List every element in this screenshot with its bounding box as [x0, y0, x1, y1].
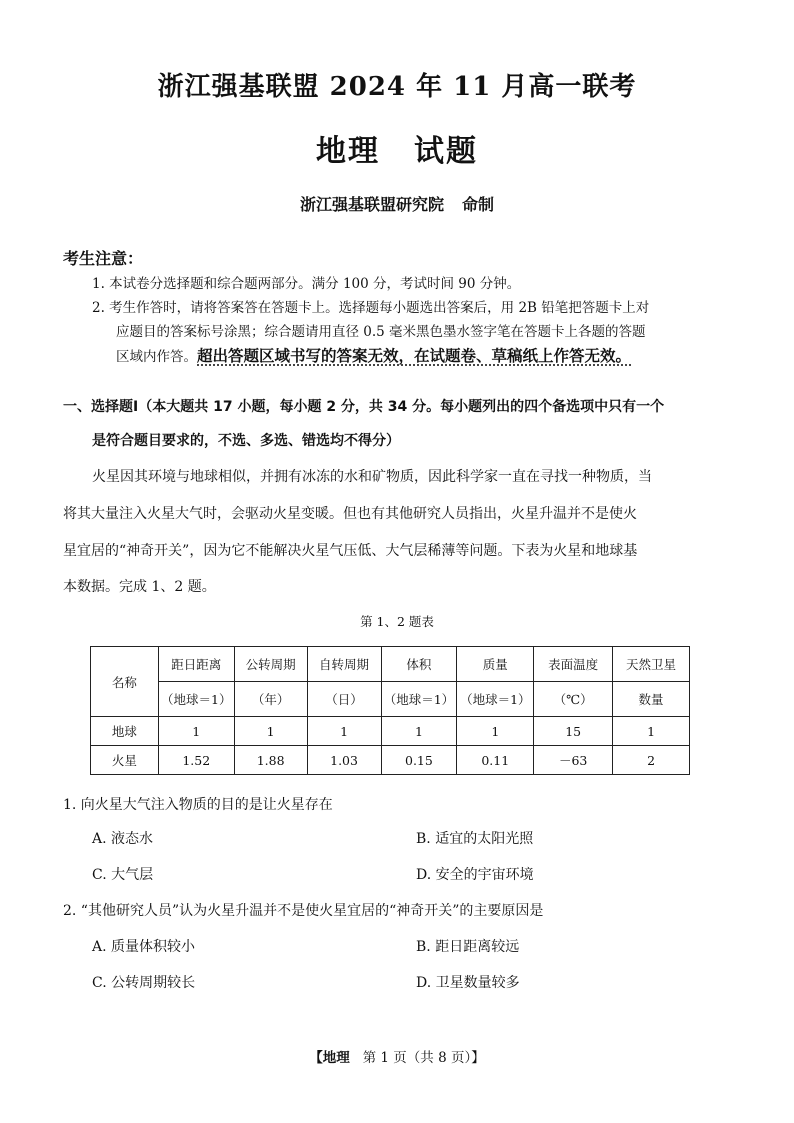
header-unit: 数量	[613, 682, 690, 717]
question-1-option-c[interactable]: C. 大气层	[92, 867, 154, 883]
footer-subject: 【地理	[309, 1050, 350, 1066]
header-top: 自转周期	[307, 647, 381, 682]
table-cell: 1	[457, 717, 534, 746]
table-cell: 15	[534, 717, 613, 746]
header-unit: （年）	[234, 682, 307, 717]
passage-line-2: 将其大量注入火星大气时，会驱动火星变暖。但也有其他研究人员指出，火星升温并不是使火	[63, 506, 637, 522]
question-1-stem: 1. 向火星大气注入物质的目的是让火星存在	[63, 797, 333, 813]
header-top: 距日距离	[158, 647, 234, 682]
header-top: 表面温度	[534, 647, 613, 682]
maker-org: 浙江强基联盟研究院	[299, 195, 444, 214]
notice-item-1: 1. 本试卷分选择题和综合题两部分。满分 100 分，考试时间 90 分钟。	[92, 276, 521, 292]
table-cell: 1	[307, 717, 381, 746]
data-table	[90, 646, 690, 775]
table-cell: 1	[158, 717, 234, 746]
exam-title: 浙江强基联盟 2024 年 11 月高一联考	[157, 72, 637, 102]
row-name: 火星	[91, 746, 159, 775]
table-cell: 1	[381, 717, 457, 746]
footer-page-number: 第 1 页（共 8 页）】	[362, 1050, 485, 1066]
table-header-row-2	[91, 682, 690, 717]
question-1-option-d[interactable]: D. 安全的宇宙环境	[416, 867, 534, 883]
header-unit: （℃）	[534, 682, 613, 717]
table-cell: 0.15	[381, 746, 457, 775]
table-cell: 1	[613, 717, 690, 746]
notice-item-2-line-2: 应题目的答案标号涂黑；综合题请用直径 0.5 毫米黑色墨水签字笔在答题卡上各题的答题	[116, 324, 646, 340]
question-2-option-d[interactable]: D. 卫星数量较多	[416, 975, 520, 991]
page-footer	[0, 1046, 794, 1066]
table-header-row-1	[91, 647, 690, 682]
subject-kind: 试题	[414, 134, 478, 169]
notice-item-2-text: 区域内作答。	[116, 349, 197, 365]
subject-title	[0, 126, 794, 170]
table-row	[91, 717, 690, 746]
table-caption: 第 1、2 题表	[360, 614, 434, 629]
maker-line	[0, 192, 794, 215]
table-cell: 1.88	[234, 746, 307, 775]
question-2-stem: 2. “其他研究人员”认为火星升温并不是使火星宜居的“神奇开关”的主要原因是	[63, 903, 544, 919]
header-top: 质量	[457, 647, 534, 682]
header-unit: （日）	[307, 682, 381, 717]
section-heading-line-1: 一、选择题Ⅰ（本大题共 17 小题，每小题 2 分，共 34 分。每小题列出的四个备选项中只有一个	[63, 399, 665, 415]
question-2-option-c[interactable]: C. 公转周期较长	[92, 975, 196, 991]
table-cell: 1.52	[158, 746, 234, 775]
table-cell: 1	[234, 717, 307, 746]
table-cell: 1.03	[307, 746, 381, 775]
header-top: 天然卫星	[613, 647, 690, 682]
passage-line-1: 火星因其环境与地球相似，并拥有冰冻的水和矿物质，因此科学家一直在寻找一种物质，当	[92, 469, 652, 485]
subject-name: 地理	[316, 134, 380, 169]
header-name: 名称	[91, 647, 159, 717]
passage-line-4: 本数据。完成 1、2 题。	[63, 579, 216, 595]
question-2-option-a[interactable]: A. 质量体积较小	[92, 939, 196, 955]
table-cell: 0.11	[457, 746, 534, 775]
row-name: 地球	[91, 717, 159, 746]
notice-item-2-emphasis: 超出答题区域书写的答案无效，在试题卷、草稿纸上作答无效。	[197, 347, 632, 365]
header-unit: （地球＝1）	[381, 682, 457, 717]
notice-item-2-line-1: 2. 考生作答时，请将答案答在答题卡上。选择题每小题选出答案后，用 2B 铅笔把答题卡上对	[92, 300, 650, 316]
question-1-option-b[interactable]: B. 适宜的太阳光照	[416, 831, 534, 847]
header-top: 体积	[381, 647, 457, 682]
notice-item-2-line-3	[116, 344, 631, 366]
table-cell: －63	[534, 746, 613, 775]
question-2-option-b[interactable]: B. 距日距离较远	[416, 939, 520, 955]
header-unit: （地球＝1）	[158, 682, 234, 717]
notice-heading: 考生注意：	[63, 249, 144, 268]
header-unit: （地球＝1）	[457, 682, 534, 717]
table-row	[91, 746, 690, 775]
section-heading-line-2: 是符合题目要求的，不选、多选、错选均不得分）	[92, 433, 400, 449]
passage-line-3: 星宜居的“神奇开关”，因为它不能解决火星气压低、大气层稀薄等问题。下表为火星和地球基	[63, 543, 638, 559]
table-cell: 2	[613, 746, 690, 775]
maker-role: 命制	[462, 195, 495, 214]
header-top: 公转周期	[234, 647, 307, 682]
question-1-option-a[interactable]: A. 液态水	[92, 831, 154, 847]
